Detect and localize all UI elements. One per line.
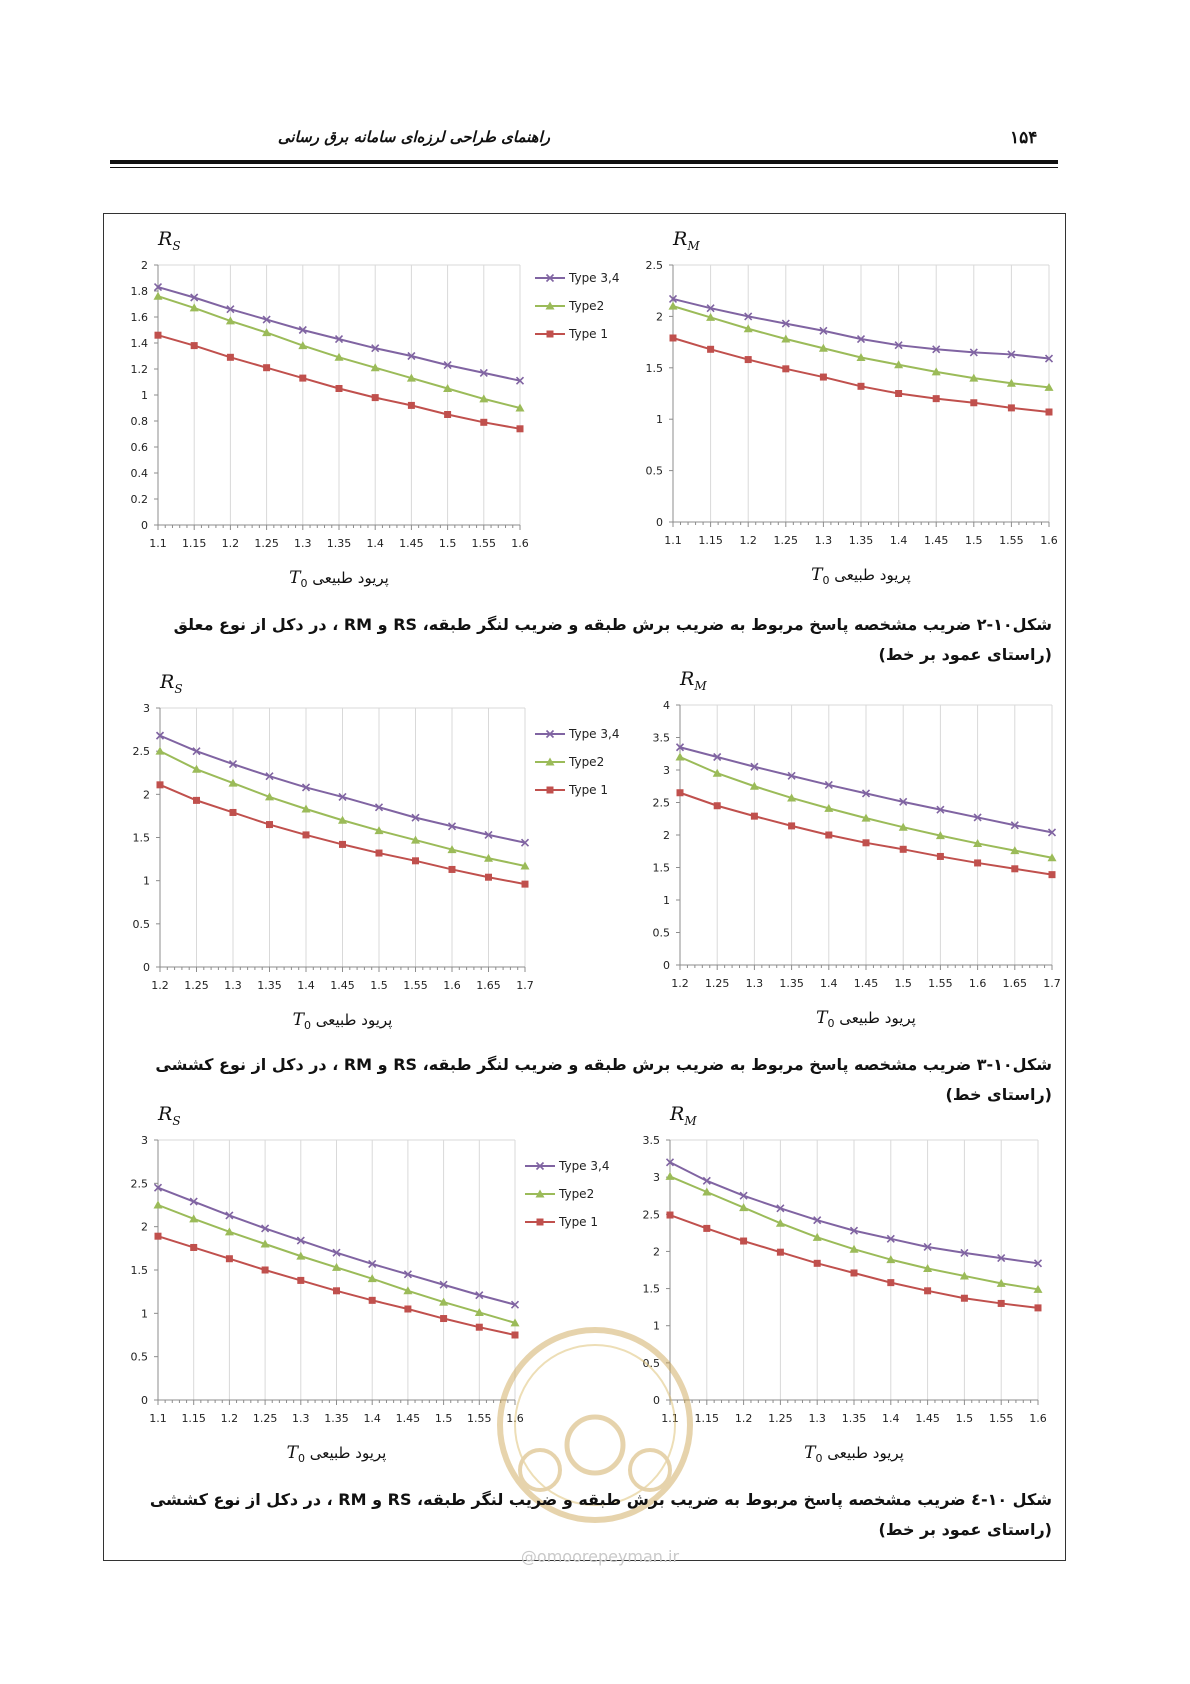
data-point bbox=[895, 390, 902, 397]
y-tick-label: 3 bbox=[663, 764, 670, 777]
y-tick-label: 0.4 bbox=[130, 467, 148, 480]
y-tick-label: 1 bbox=[143, 874, 150, 888]
x-tick-label: 1.65 bbox=[1002, 977, 1028, 990]
y-tick-label: 0.6 bbox=[130, 441, 148, 454]
chart-3 bbox=[133, 671, 620, 1032]
x-tick-label: 1.7 bbox=[1043, 977, 1061, 990]
data-point bbox=[887, 1279, 894, 1286]
x-tick-label: 1.45 bbox=[853, 977, 879, 990]
x-tick-label: 1.35 bbox=[324, 1412, 349, 1425]
data-point bbox=[1035, 1304, 1042, 1311]
chart-title: $R_S$ bbox=[158, 1103, 181, 1128]
x-tick-label: 1.6 bbox=[443, 979, 461, 992]
x-tick-label: 1.6 bbox=[1040, 534, 1058, 547]
data-point bbox=[191, 342, 198, 349]
data-point bbox=[376, 850, 383, 857]
data-point bbox=[336, 385, 343, 392]
y-tick-label: 2.5 bbox=[642, 1208, 660, 1222]
data-point bbox=[740, 1238, 747, 1245]
data-point bbox=[825, 832, 832, 839]
x-tick-label: 1.55 bbox=[471, 537, 497, 550]
data-point bbox=[707, 346, 714, 353]
y-tick-label: 2 bbox=[653, 1245, 660, 1259]
y-tick-label: 0.5 bbox=[642, 1356, 660, 1370]
data-point bbox=[297, 1277, 304, 1284]
data-point bbox=[820, 374, 827, 381]
data-point bbox=[961, 1295, 968, 1302]
x-tick-label: 1.45 bbox=[330, 979, 355, 992]
y-tick-label: 1.4 bbox=[130, 337, 148, 350]
y-tick-label: 2.5 bbox=[652, 796, 670, 810]
y-tick-label: 1.5 bbox=[652, 861, 670, 875]
x-tick-label: 1.15 bbox=[181, 537, 207, 550]
chart-title: $R_M$ bbox=[673, 228, 700, 253]
chart-title: $R_S$ bbox=[158, 228, 181, 253]
data-point bbox=[339, 841, 346, 848]
y-tick-label: 0.2 bbox=[130, 493, 148, 506]
data-point bbox=[157, 781, 164, 788]
x-tick-label: 1.55 bbox=[403, 979, 428, 992]
data-point bbox=[666, 1172, 675, 1180]
data-point bbox=[970, 399, 977, 406]
x-tick-label: 1.45 bbox=[915, 1412, 940, 1425]
data-point bbox=[154, 1201, 163, 1209]
data-point bbox=[782, 365, 789, 372]
x-tick-label: 1.2 bbox=[220, 1412, 239, 1425]
chart-6 bbox=[643, 1103, 1047, 1465]
data-point bbox=[751, 813, 758, 820]
legend-marker bbox=[547, 787, 554, 794]
data-point bbox=[262, 1267, 269, 1274]
data-point bbox=[522, 881, 529, 888]
y-tick-label: 2 bbox=[141, 259, 148, 272]
data-point bbox=[667, 1212, 674, 1219]
y-tick-label: 1 bbox=[656, 413, 663, 427]
x-tick-label: 1.1 bbox=[661, 1412, 679, 1425]
figure-caption-10-4: شکل ۱۰-٤ ضریب مشخصه پاسخ مربوط به ضریب برش طبقه و ضریب لنگر طبقه، RS و RM ، در دکل از نوع کششی (راستای عمود بر خط) bbox=[149, 1490, 1052, 1539]
data-point bbox=[777, 1249, 784, 1256]
data-point bbox=[745, 356, 752, 363]
chart-title: $R_S$ bbox=[160, 671, 183, 696]
y-tick-label: 0 bbox=[653, 1394, 660, 1407]
x-tick-label: 1.5 bbox=[438, 537, 457, 550]
data-point bbox=[408, 402, 415, 409]
x-tick-label: 1.4 bbox=[363, 1412, 381, 1425]
y-tick-label: 1 bbox=[141, 389, 148, 402]
x-tick-label: 1.25 bbox=[254, 537, 279, 550]
x-tick-label: 1.3 bbox=[808, 1412, 826, 1425]
y-tick-label: 1 bbox=[663, 894, 670, 907]
x-tick-label: 1.2 bbox=[734, 1412, 753, 1425]
x-tick-label: 1.1 bbox=[149, 1412, 167, 1425]
y-tick-label: 3 bbox=[653, 1171, 660, 1185]
x-tick-label: 1.25 bbox=[252, 1412, 278, 1425]
y-tick-label: 0.5 bbox=[130, 1350, 148, 1364]
data-point bbox=[193, 797, 200, 804]
x-tick-label: 1.35 bbox=[257, 979, 282, 992]
data-point bbox=[266, 821, 273, 828]
data-point bbox=[299, 375, 306, 382]
data-point bbox=[998, 1300, 1005, 1307]
data-point bbox=[190, 1244, 197, 1251]
legend-label: Type 3,4 bbox=[569, 271, 620, 285]
data-point bbox=[404, 1306, 411, 1313]
x-tick-label: 1.2 bbox=[739, 534, 757, 547]
y-tick-label: 2 bbox=[141, 1220, 148, 1234]
y-tick-label: 0.5 bbox=[132, 917, 150, 931]
data-point bbox=[333, 1287, 340, 1294]
data-point bbox=[517, 425, 524, 432]
x-axis-label: پریود طبیعی $T_0$ bbox=[811, 565, 911, 587]
y-tick-label: 1.8 bbox=[130, 285, 148, 298]
y-tick-label: 4 bbox=[663, 699, 670, 712]
x-tick-label: 1.3 bbox=[292, 1412, 310, 1425]
data-point bbox=[669, 302, 678, 310]
y-tick-label: 0 bbox=[141, 519, 148, 532]
y-tick-label: 3.5 bbox=[652, 731, 670, 745]
x-tick-label: 1.5 bbox=[370, 979, 388, 992]
data-point bbox=[444, 411, 451, 418]
legend-label: Type2 bbox=[569, 299, 605, 313]
data-point bbox=[485, 874, 492, 881]
y-tick-label: 1.5 bbox=[642, 1282, 660, 1296]
data-point bbox=[788, 822, 795, 829]
data-point bbox=[155, 332, 162, 339]
y-tick-label: 2 bbox=[663, 829, 670, 842]
x-tick-label: 1.45 bbox=[399, 537, 424, 550]
y-tick-label: 0 bbox=[141, 1394, 148, 1407]
legend-label: Type 3,4 bbox=[569, 727, 620, 741]
x-tick-label: 1.5 bbox=[955, 1412, 974, 1425]
x-tick-label: 1.35 bbox=[779, 977, 804, 990]
y-tick-label: 3.5 bbox=[642, 1134, 660, 1147]
y-tick-label: 1.5 bbox=[645, 361, 663, 375]
data-point bbox=[670, 334, 677, 341]
x-axis-label: پریود طبیعی $T_0$ bbox=[292, 1010, 393, 1032]
y-tick-label: 1.2 bbox=[130, 363, 148, 376]
data-point bbox=[227, 354, 234, 361]
legend-label: Type 1 bbox=[569, 327, 609, 341]
data-point bbox=[226, 1255, 233, 1262]
x-tick-label: 1.3 bbox=[224, 979, 242, 992]
data-point bbox=[974, 859, 981, 866]
x-axis-label: پریود طبیعی $T_0$ bbox=[804, 1443, 904, 1465]
data-point bbox=[155, 1233, 162, 1240]
y-tick-label: 2 bbox=[143, 788, 150, 802]
x-tick-label: 1.15 bbox=[698, 534, 723, 547]
x-tick-label: 1.4 bbox=[820, 977, 838, 990]
x-tick-label: 1.35 bbox=[841, 1412, 867, 1425]
y-tick-label: 0.8 bbox=[130, 415, 148, 428]
legend-label: Type 1 bbox=[569, 783, 609, 797]
data-point bbox=[1008, 404, 1015, 411]
x-tick-label: 1.6 bbox=[1029, 1412, 1047, 1425]
y-tick-label: 1.6 bbox=[130, 311, 148, 324]
y-tick-label: 0.5 bbox=[645, 464, 663, 478]
x-tick-label: 1.15 bbox=[694, 1412, 720, 1425]
y-tick-label: 2.5 bbox=[645, 259, 663, 272]
y-tick-label: 2.5 bbox=[132, 745, 150, 759]
x-tick-label: 1.6 bbox=[511, 537, 529, 550]
x-tick-label: 1.15 bbox=[181, 1412, 206, 1425]
figure-caption-10-2: شکل۱۰-۲ ضریب مشخصه پاسخ مربوط به ضریب برش طبقه و ضریب لنگر طبقه، RS و RM ، در دکل از نوع معلق (راستای عمود بر خط) bbox=[173, 615, 1052, 664]
x-tick-label: 1.5 bbox=[965, 534, 983, 547]
figure-caption-10-3: شکل۱۰-۳ ضریب مشخصه پاسخ مربوط به ضریب برش طبقه و ضریب لنگر طبقه، RS و RM ، در دکل از نوع کششی (راستای خط) bbox=[155, 1055, 1052, 1104]
data-point bbox=[714, 802, 721, 809]
y-tick-label: 1.5 bbox=[130, 1264, 148, 1277]
x-tick-label: 1.45 bbox=[395, 1412, 421, 1425]
data-point bbox=[924, 1287, 931, 1294]
chart-title: $R_M$ bbox=[670, 1103, 697, 1128]
x-tick-label: 1.4 bbox=[882, 1412, 900, 1425]
data-point bbox=[154, 292, 163, 300]
data-point bbox=[369, 1297, 376, 1304]
y-tick-label: 1 bbox=[653, 1319, 660, 1333]
x-tick-label: 1.2 bbox=[671, 977, 689, 990]
data-point bbox=[1011, 865, 1018, 872]
x-tick-label: 1.55 bbox=[928, 977, 953, 990]
data-point bbox=[303, 831, 310, 838]
legend-label: Type 1 bbox=[559, 1215, 599, 1229]
x-tick-label: 1.45 bbox=[923, 534, 949, 547]
running-header-title: راهنمای طراحی لرزه‌ای سامانه برق رسانی bbox=[277, 128, 550, 146]
data-point bbox=[863, 839, 870, 846]
chart-title: $R_M$ bbox=[680, 668, 707, 693]
y-tick-label: 1.5 bbox=[132, 831, 150, 845]
y-tick-label: 0 bbox=[143, 961, 150, 974]
data-point bbox=[677, 789, 684, 796]
data-point bbox=[676, 753, 685, 761]
data-point bbox=[412, 857, 419, 864]
chart-4 bbox=[653, 668, 1061, 1030]
chart-2 bbox=[646, 228, 1058, 587]
x-tick-label: 1.55 bbox=[999, 534, 1024, 547]
x-tick-label: 1.4 bbox=[889, 534, 908, 547]
x-tick-label: 1.2 bbox=[221, 537, 240, 550]
data-point bbox=[900, 846, 907, 853]
x-tick-label: 1.7 bbox=[516, 979, 534, 992]
data-point bbox=[512, 1332, 519, 1339]
y-tick-label: 1 bbox=[141, 1307, 148, 1321]
y-tick-label: 3 bbox=[143, 702, 150, 715]
data-point bbox=[937, 853, 944, 860]
x-tick-label: 1.2 bbox=[151, 979, 169, 992]
y-tick-label: 2.5 bbox=[130, 1177, 148, 1191]
x-axis-label: پریود طبیعی $T_0$ bbox=[286, 1443, 387, 1465]
data-point bbox=[703, 1225, 710, 1232]
legend-label: Type2 bbox=[569, 755, 605, 769]
page-number: ۱۵۴ bbox=[1010, 128, 1038, 148]
x-tick-label: 1.65 bbox=[476, 979, 501, 992]
x-tick-label: 1.1 bbox=[149, 537, 167, 550]
legend-marker bbox=[547, 331, 554, 338]
x-tick-label: 1.5 bbox=[434, 1412, 453, 1425]
x-tick-label: 1.4 bbox=[297, 979, 315, 992]
data-point bbox=[440, 1315, 447, 1322]
x-tick-label: 1.5 bbox=[894, 977, 912, 990]
data-point bbox=[933, 395, 940, 402]
x-tick-label: 1.6 bbox=[506, 1412, 524, 1425]
data-point bbox=[476, 1324, 483, 1331]
chart-1 bbox=[131, 228, 620, 590]
legend-label: Type 3,4 bbox=[559, 1159, 610, 1173]
watermark-text: @omoorepeyman.ir bbox=[520, 1547, 680, 1566]
data-point bbox=[1046, 409, 1053, 416]
x-tick-label: 1.6 bbox=[968, 977, 987, 990]
data-point bbox=[263, 364, 270, 371]
x-tick-label: 1.25 bbox=[704, 977, 730, 990]
x-tick-label: 1.55 bbox=[467, 1412, 492, 1425]
x-tick-label: 1.25 bbox=[773, 534, 799, 547]
data-point bbox=[480, 419, 487, 426]
x-tick-label: 1.35 bbox=[848, 534, 874, 547]
data-point bbox=[851, 1269, 858, 1276]
data-point bbox=[372, 394, 379, 401]
data-point bbox=[814, 1260, 821, 1267]
y-tick-label: 3 bbox=[141, 1134, 148, 1147]
data-point bbox=[858, 383, 865, 390]
x-tick-label: 1.3 bbox=[294, 537, 312, 550]
x-tick-label: 1.3 bbox=[814, 534, 833, 547]
data-point bbox=[230, 809, 237, 816]
x-tick-label: 1.4 bbox=[366, 537, 384, 550]
x-tick-label: 1.25 bbox=[768, 1412, 793, 1425]
y-tick-label: 0.5 bbox=[652, 926, 670, 940]
chart-5 bbox=[131, 1103, 610, 1465]
y-tick-label: 0 bbox=[656, 516, 663, 529]
x-tick-label: 1.3 bbox=[745, 977, 764, 990]
legend-marker bbox=[537, 1219, 544, 1226]
legend-label: Type2 bbox=[559, 1187, 595, 1201]
x-tick-label: 1.35 bbox=[326, 537, 352, 550]
data-point bbox=[1049, 871, 1056, 878]
x-tick-label: 1.25 bbox=[184, 979, 209, 992]
x-axis-label: پریود طبیعی $T_0$ bbox=[289, 568, 389, 590]
data-point bbox=[449, 866, 456, 873]
x-tick-label: 1.55 bbox=[988, 1412, 1014, 1425]
y-tick-label: 2 bbox=[656, 310, 663, 324]
x-tick-label: 1.1 bbox=[664, 534, 682, 547]
y-tick-label: 0 bbox=[663, 959, 670, 972]
x-axis-label: پریود طبیعی $T_0$ bbox=[816, 1008, 916, 1030]
